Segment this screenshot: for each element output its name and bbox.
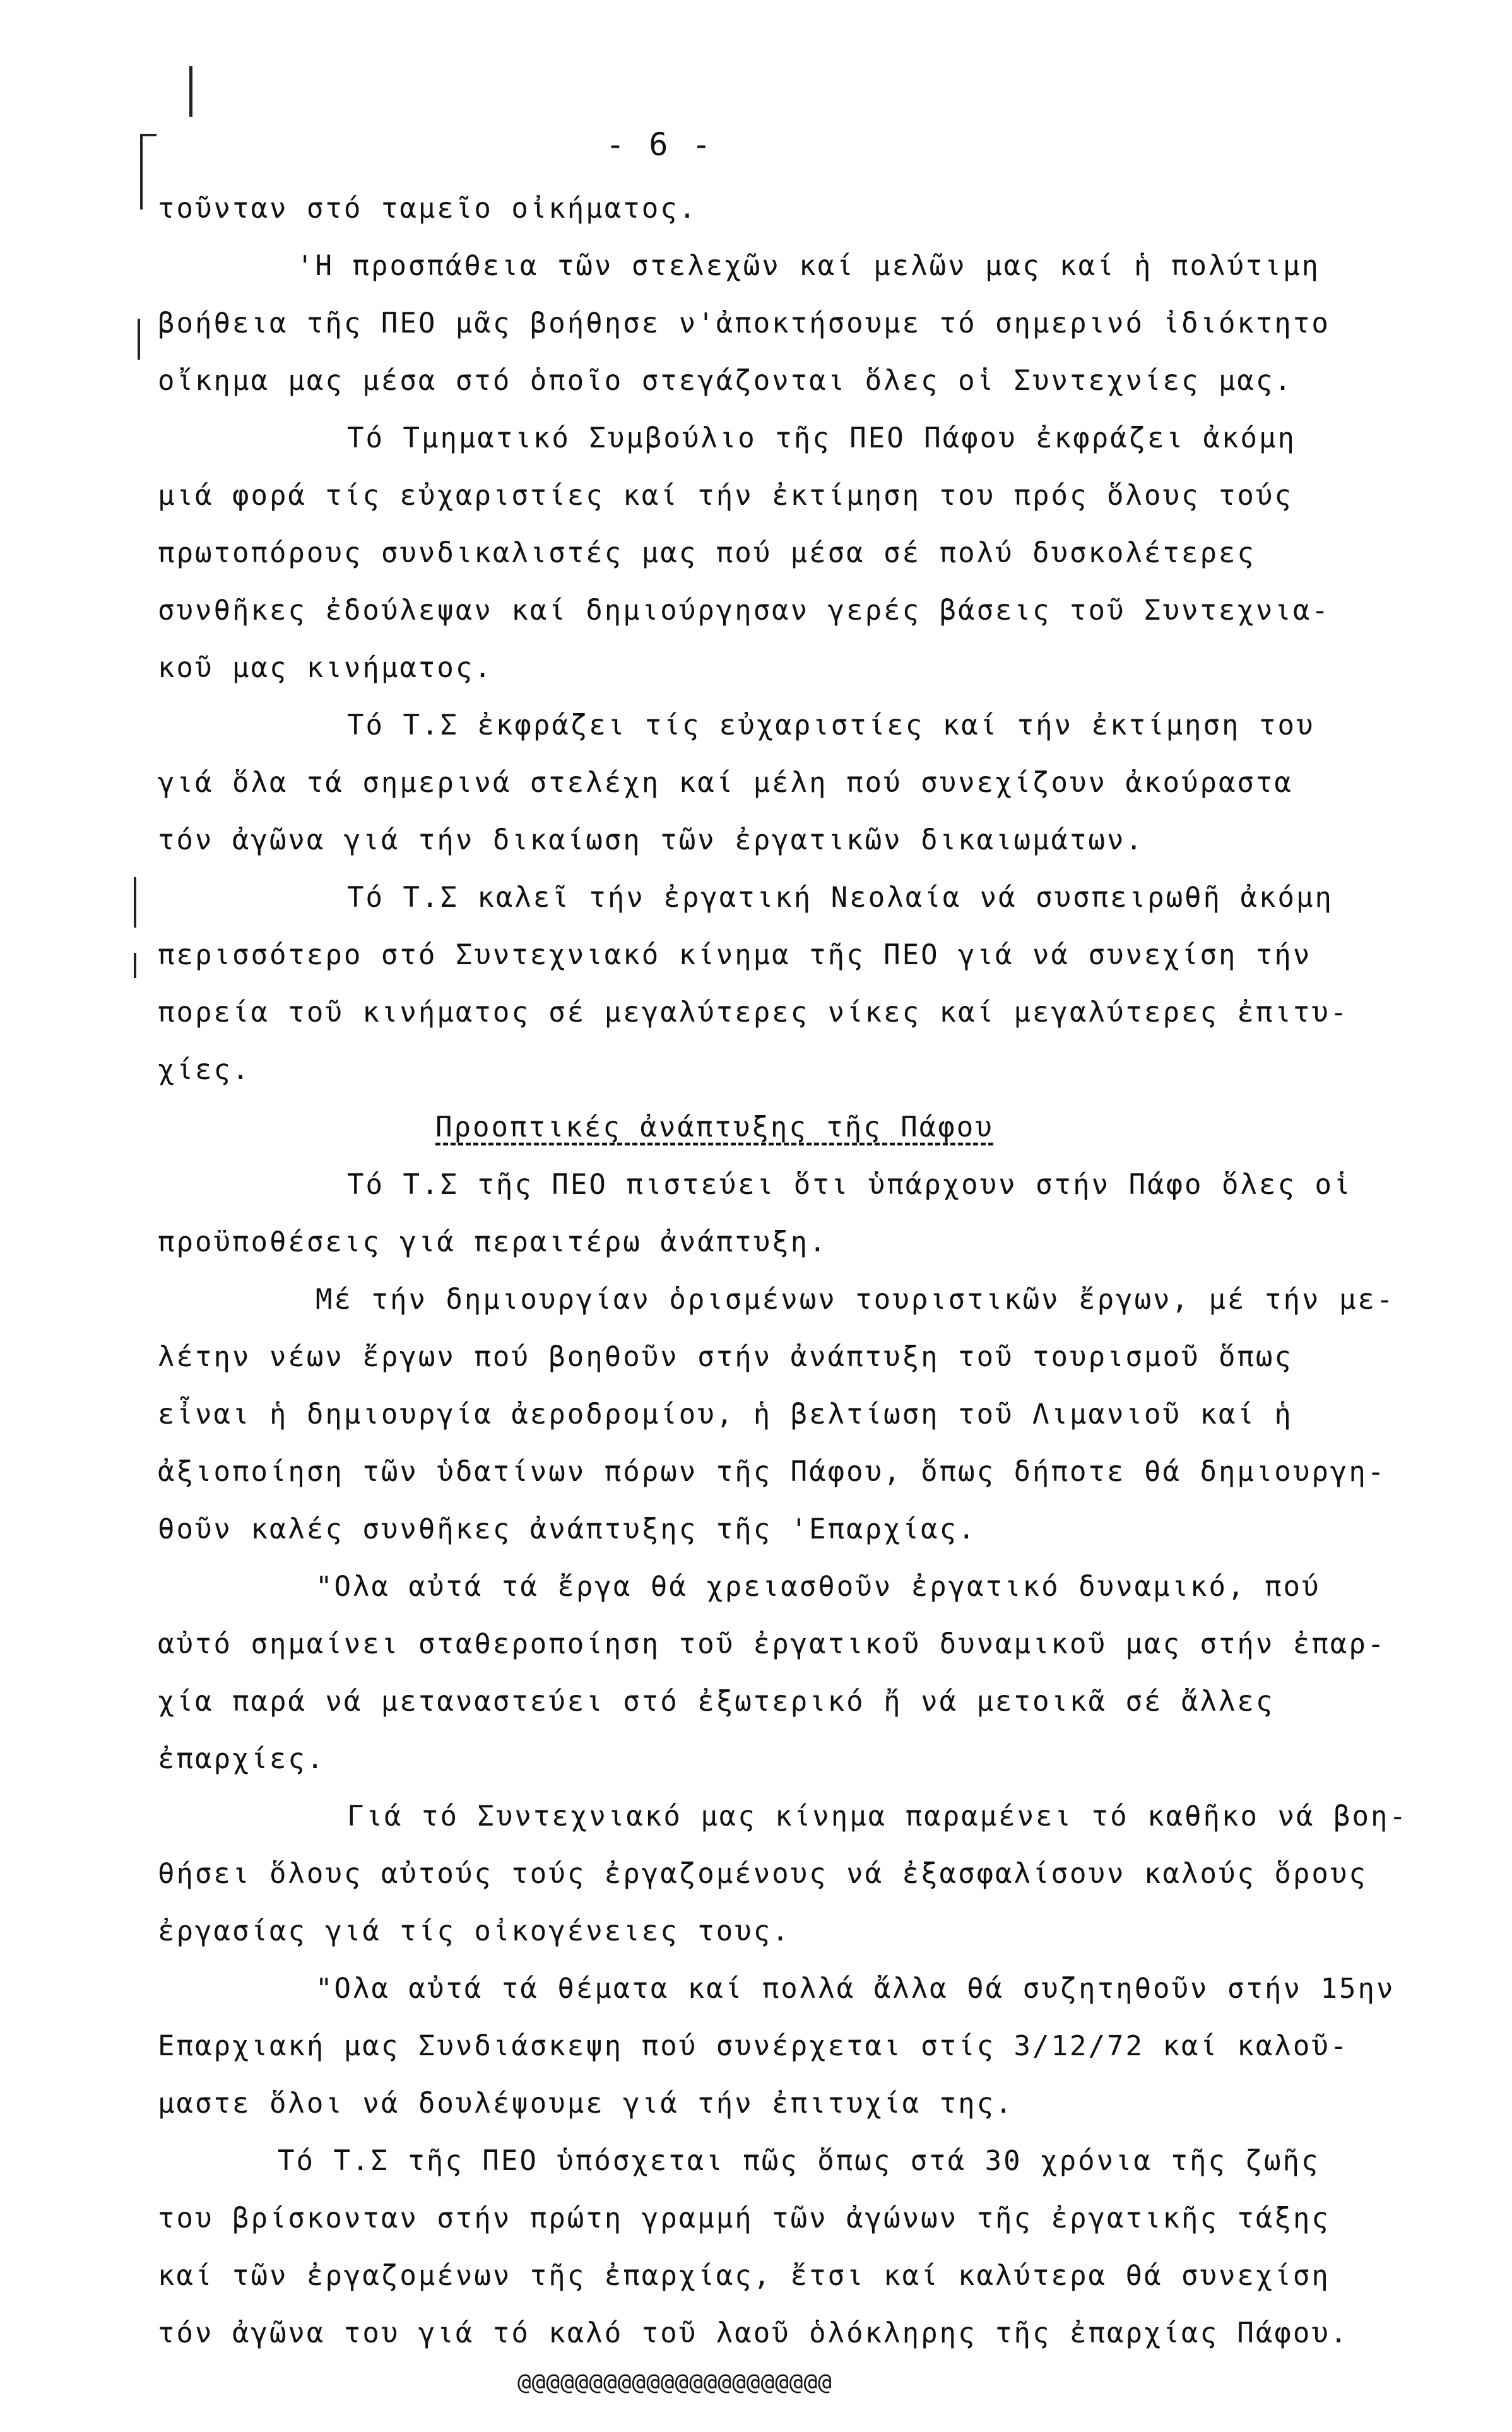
text-line: χίες.	[158, 1054, 251, 1086]
text-line: Μέ τήν δημιουργίαν ὁρισμένων τουριστικῶν ἔργων, μέ τήν με-	[316, 1284, 1395, 1316]
margin-mark-left-3	[134, 953, 136, 978]
text-line: Τό Τ.Σ τῆς ΠΕΟ πιστεύει ὅτι ὑπάρχουν στήν Πάφο ὅλες οἱ	[347, 1169, 1352, 1201]
text-line: Τό Τ.Σ καλεῖ τήν ἐργατική Νεολαία νά συσπειρωθῆ ἀκόμη	[347, 882, 1333, 914]
text-line: πρωτοπόρους συνδικαλιστές μας πού μέσα σέ πολύ δυσκολέτερες	[158, 537, 1256, 569]
text-line: μιά φορά τίς εὐχαριστίες καί τήν ἐκτίμηση του πρός ὅλους τούς	[158, 480, 1293, 512]
body-text	[158, 180, 1458, 2362]
text-line: κοῦ μας κινήματος.	[158, 652, 493, 684]
text-line: καί τῶν ἐργαζομένων τῆς ἐπαρχίας, ἔτσι καί καλύτερα θά συνεχίση	[158, 2260, 1330, 2292]
text-line: λέτην νέων ἔργων πού βοηθοῦν στήν ἀνάπτυξη τοῦ τουρισμοῦ ὅπως	[158, 1341, 1293, 1373]
margin-mark-left-2	[134, 877, 136, 928]
margin-mark-bracket	[140, 134, 143, 210]
margin-mark-top	[189, 66, 192, 117]
text-line: γιά ὅλα τά σημερινά στελέχη καί μέλη πού συνεχίζουν ἀκούραστα	[158, 767, 1293, 799]
page-number: - 6 -	[606, 126, 714, 163]
margin-mark-bracket-top	[140, 134, 157, 136]
text-line: Τό Τ.Σ ἐκφράζει τίς εὐχαριστίες καί τήν ἐκτίμηση του	[347, 709, 1315, 741]
text-line: εἶναι ἡ δημιουργία ἀεροδρομίου, ἡ βελτίωση τοῦ Λιμανιοῦ καί ἡ	[158, 1398, 1293, 1431]
text-line: πορεία τοῦ κινήματος σέ μεγαλύτερες νίκες καί μεγαλύτερες ἐπιτυ-	[158, 996, 1349, 1029]
text-line: ἀξιοποίηση τῶν ὑδατίνων πόρων τῆς Πάφου, ὅπως δήποτε θά δημιουργη-	[158, 1456, 1386, 1488]
text-line: μαστε ὅλοι νά δουλέψουμε γιά τήν ἐπιτυχία της.	[158, 2087, 1014, 2120]
text-line: προϋποθέσεις γιά περαιτέρω ἀνάπτυξη.	[158, 1226, 828, 1258]
margin-mark-left-1	[138, 319, 140, 360]
text-line: αὐτό σημαίνει σταθεροποίηση τοῦ ἐργατικοῦ δυναμικοῦ μας στήν ἐπαρ-	[158, 1628, 1386, 1660]
section-heading: Προοπτικές ἀνάπτυξης τῆς Πάφου	[435, 1111, 994, 1143]
text-line: θήσει ὅλους αὐτούς τούς ἐργαζομένους νά ἐξασφαλίσουν καλούς ὅρους	[158, 1858, 1367, 1890]
text-line: θοῦν καλές συνθῆκες ἀνάπτυξης τῆς 'Επαρχίας.	[158, 1513, 977, 1545]
text-line: χία παρά νά μεταναστεύει στό ἐξωτερικό ἤ νά μετοικᾶ σέ ἄλλες	[158, 1685, 1275, 1718]
footer-rule: @@@@@@@@@@@@@@@@@@@@@@	[517, 2370, 832, 2395]
text-line: 'Η προσπάθεια τῶν στελεχῶν καί μελῶν μας καί ἡ πολύτιμη	[297, 250, 1320, 282]
text-line: "Ολα αὐτά τά θέματα καί πολλά ἄλλα θά συζητηθοῦν στήν 15ην	[316, 1973, 1395, 2005]
text-line: ἐπαρχίες.	[158, 1743, 326, 1775]
text-line: τόν ἀγῶνα γιά τήν δικαίωση τῶν ἐργατικῶν δικαιωμάτων.	[158, 824, 1144, 856]
text-line: του βρίσκονταν στήν πρώτη γραμμή τῶν ἀγώνων τῆς ἐργατικῆς τάξης	[158, 2202, 1330, 2234]
text-line: βοήθεια τῆς ΠΕΟ μᾶς βοήθησε ν'ἀποκτήσουμε τό σημερινό ἰδιόκτητο	[158, 307, 1330, 339]
text-line: τοῦνταν στό ταμεῖο οἰκήματος.	[158, 192, 698, 225]
text-line: περισσότερο στό Συντεχνιακό κίνημα τῆς ΠΕΟ γιά νά συνεχίση τήν	[158, 939, 1312, 971]
text-line: Τό Τ.Σ τῆς ΠΕΟ ὑπόσχεται πῶς ὅπως στά 30 χρόνια τῆς ζωῆς	[278, 2145, 1320, 2177]
text-line: τόν ἀγῶνα του γιά τό καλό τοῦ λαοῦ ὁλόκληρης τῆς ἐπαρχίας Πάφου.	[158, 2317, 1349, 2349]
text-line: "Ολα αὐτά τά ἔργα θά χρειασθοῦν ἐργατικό δυναμικό, πού	[316, 1571, 1321, 1603]
text-line: οἴκημα μας μέσα στό ὁποῖο στεγάζονται ὅλες οἱ Συντεχνίες μας.	[158, 365, 1293, 397]
text-line: συνθῆκες ἐδούλεψαν καί δημιούργησαν γερές βάσεις τοῦ Συντεχνια-	[158, 594, 1330, 627]
text-line: Γιά τό Συντεχνιακό μας κίνημα παραμένει τό καθῆκο νά βοη-	[347, 1800, 1408, 1833]
text-line: Επαρχιακή μας Συνδιάσκεψη πού συνέρχεται στίς 3/12/72 καί καλοῦ-	[158, 2030, 1349, 2062]
text-line: Τό Τμηματικό Συμβούλιο τῆς ΠΕΟ Πάφου ἐκφράζει ἀκόμη	[347, 422, 1297, 454]
text-line: ἐργασίας γιά τίς οἰκογένειες τους.	[158, 1915, 791, 1947]
